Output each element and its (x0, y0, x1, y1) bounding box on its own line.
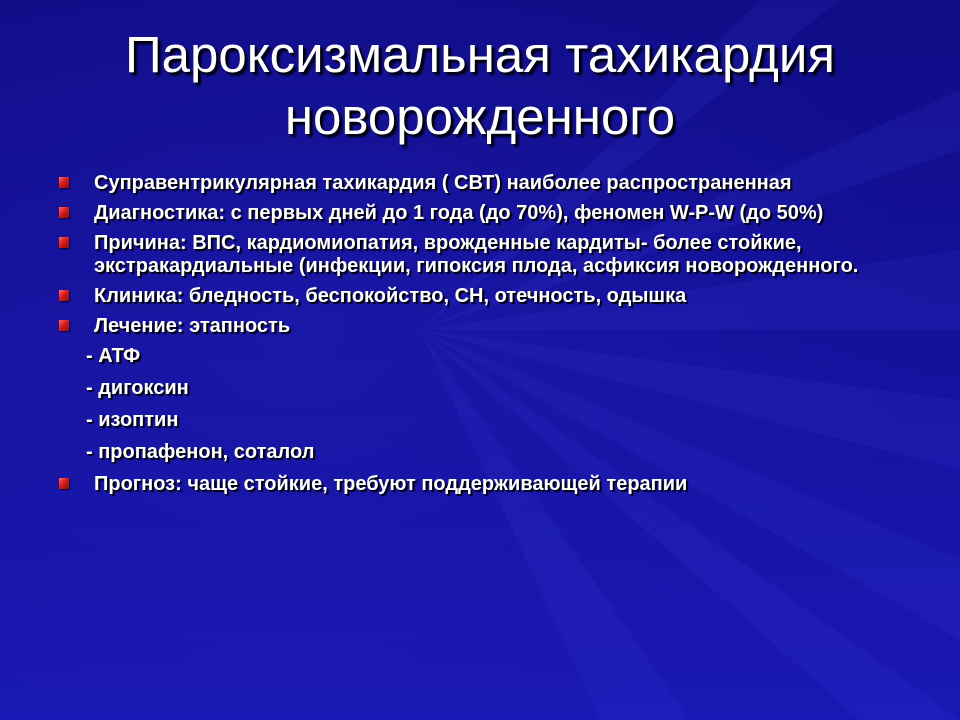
list-item-text: Причина: ВПС, кардиомиопатия, врожденные кардиты- более стойкие, экстракардиальные (инфекции, гипоксия плода, асфиксия новорожденного. (94, 232, 859, 277)
sub-list-item (56, 345, 916, 368)
sub-list-item (56, 409, 916, 432)
red-square-bullet-icon (59, 320, 69, 331)
red-square-bullet-icon (59, 177, 69, 188)
list-item (56, 285, 916, 308)
list-item-text: Прогноз: чаще стойкие, требуют поддерживающей терапии (94, 473, 688, 495)
sub-list-item-text: - изоптин (86, 409, 179, 431)
list-item-text: Клиника: бледность, беспокойство, СН, отечность, одышка (94, 285, 687, 307)
content-list (56, 172, 916, 503)
list-item (56, 172, 916, 195)
sub-list-item-text: - АТФ (86, 345, 141, 367)
list-item-text: Лечение: этапность (94, 315, 291, 337)
list-item-text: Диагностика: с первых дней до 1 года (до 70%), феномен W-P-W (до 50%) (94, 202, 824, 224)
red-square-bullet-icon (59, 290, 69, 301)
slide-title-line-1: Пароксизмальная тахикардия (124, 26, 836, 83)
list-item (56, 473, 916, 496)
sub-list-item-text: - дигоксин (86, 377, 189, 399)
list-item-text: Суправентрикулярная тахикардия ( СВТ) наиболее распространенная (94, 172, 792, 194)
sub-list-item (56, 441, 916, 464)
slide-title-line-2: новорожденного (284, 88, 676, 145)
sub-list-item-text: - пропафенон, соталол (86, 441, 315, 463)
red-square-bullet-icon (59, 207, 69, 218)
red-square-bullet-icon (59, 237, 69, 248)
slide-title (20, 24, 940, 148)
red-square-bullet-icon (59, 478, 69, 489)
list-item (56, 232, 916, 278)
list-item (56, 202, 916, 225)
sub-list-item (56, 377, 916, 400)
list-item (56, 315, 916, 338)
